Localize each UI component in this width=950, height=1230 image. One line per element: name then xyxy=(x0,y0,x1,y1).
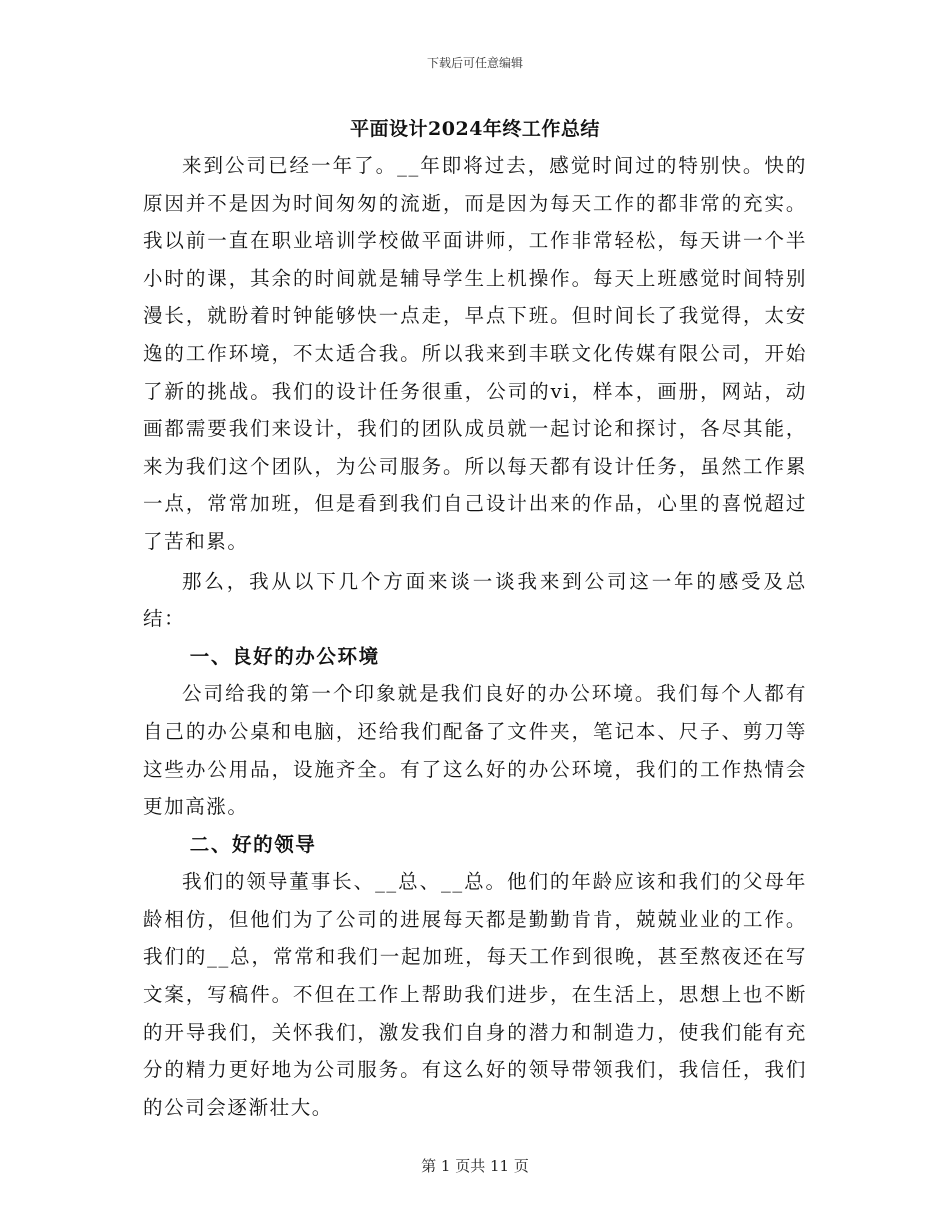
document-title: 平面设计2024年终工作总结 xyxy=(350,118,600,140)
section-heading-leadership: 二、好的领导 xyxy=(189,832,317,856)
paragraph-leadership: 我们的领导董事长、__总、__总。他们的年龄应该和我们的父母年龄相仿，但他们为了公司的进展每天都是勤勤肯肯，兢兢业业的工作。我们的__总，常常和我们一起加班，每天工作到很晚，甚至熬夜还在写文案，写稿件。不但在工作上帮助我们进步，在生活上，思想上也不断的开导我们，关怀我们，激发我们自身的潜力和制造力，使我们能有充分的精力更好地为公司服务。有这么好的领导带领我们，我信任，我们的公司会逐渐壮大。 xyxy=(143,870,807,1119)
page-number: 第 1 页共 11 页 xyxy=(421,1157,529,1175)
document-body xyxy=(143,147,807,1126)
page-header-note: 下载后可任意编辑 xyxy=(426,56,523,70)
section-heading-office-environment: 一、良好的办公环境 xyxy=(189,644,380,668)
paragraph-intro: 来到公司已经一年了。__年即将过去，感觉时间过的特别快。快的原因并不是因为时间匆匆的流逝，而是因为每天工作的都非常的充实。我以前一直在职业培训学校做平面讲师，工作非常轻松，每天讲一个半小时的课，其余的时间就是辅导学生上机操作。每天上班感觉时间特别漫长，就盼着时钟能够快一点走，早点下班。但时间长了我觉得，太安逸的工作环境，不太适合我。所以我来到丰联文化传媒有限公司，开始了新的挑战。我们的设计任务很重，公司的vi，样本，画册，网站，动画都需要我们来设计，我们的团队成员就一起讨论和探讨，各尽其能，来为我们这个团队，为公司服务。所以每天都有设计任务，虽然工作累一点，常常加班，但是看到我们自己设计出来的作品，心里的喜悦超过了苦和累。 xyxy=(143,154,807,553)
paragraph-overview: 那么，我从以下几个方面来谈一谈我来到公司这一年的感受及总结： xyxy=(143,569,807,631)
paragraph-office-environment: 公司给我的第一个印象就是我们良好的办公环境。我们每个人都有自己的办公桌和电脑，还给我们配备了文件夹，笔记本、尺子、剪刀等这些办公用品，设施齐全。有了这么好的办公环境，我们的工作热情会更加高涨。 xyxy=(143,682,807,819)
